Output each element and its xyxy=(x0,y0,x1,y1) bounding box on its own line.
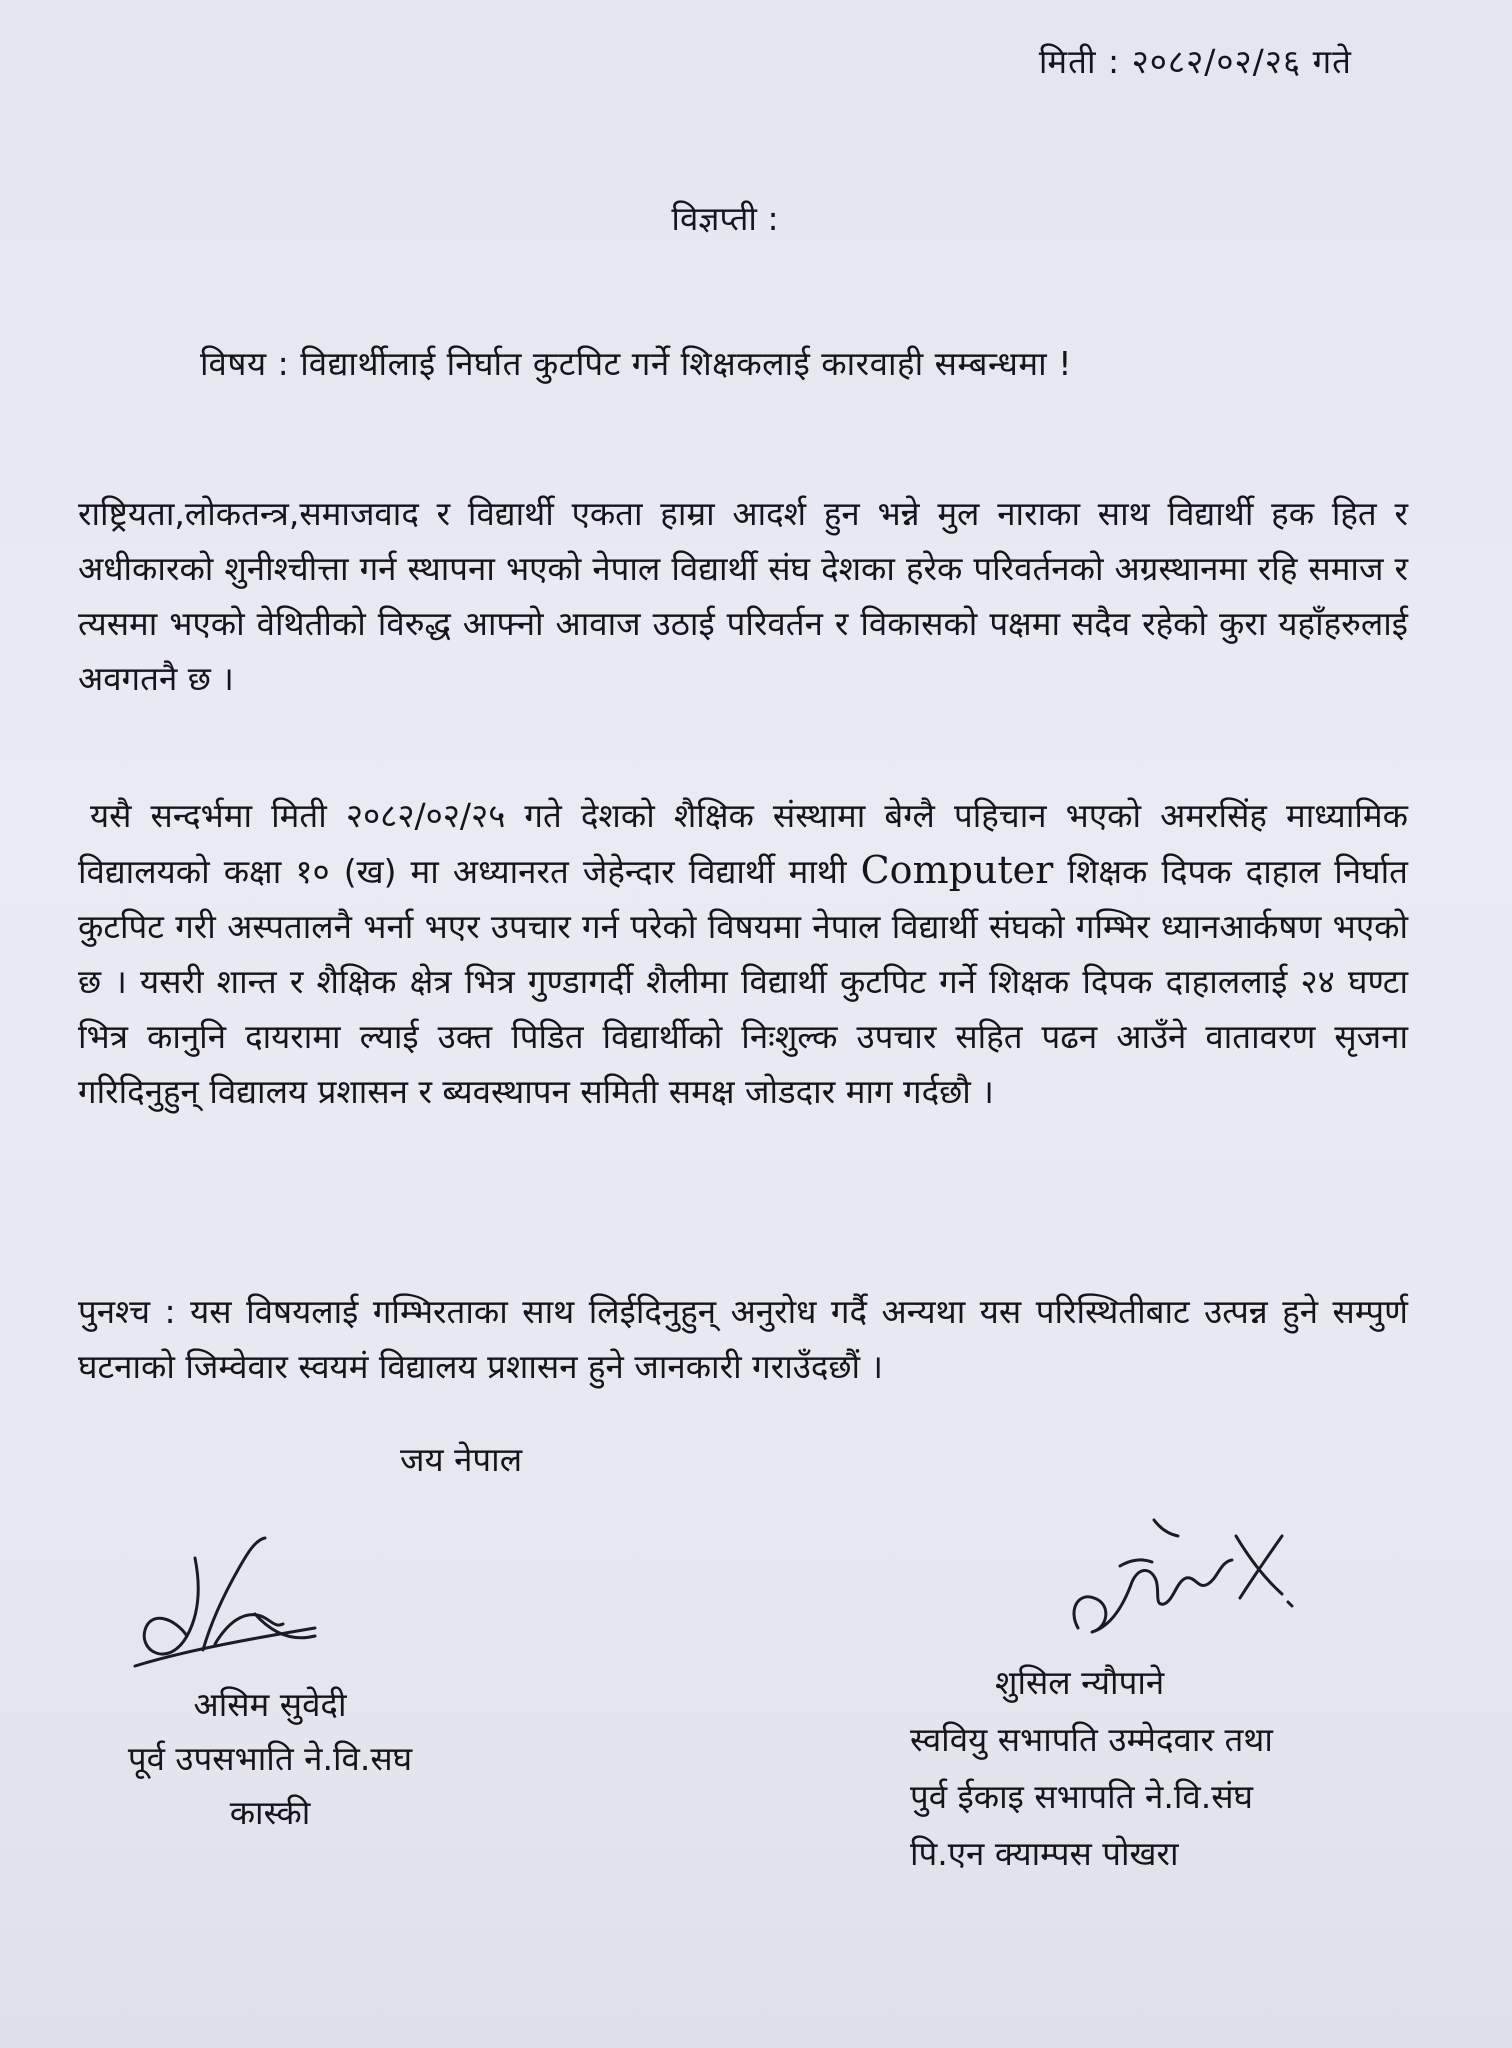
body-paragraph-1: राष्ट्रियता,लोकतन्त्र,समाजवाद र विद्यार्थी एकता हाम्रा आदर्श हुन भन्ने मुल नाराका साथ विद्यार्थी हक हित र अधीकारको शुनीश्चीत्ता गर्न स्थापना भएको नेपाल विद्यार्थी संघ देशका हरेक परिवर्तनको अग्रस्थानमा रहि समाज र त्यसमा भएको वेथितीको विरुद्ध आफ्नो आवाज उठाई परिवर्तन र विकासको पक्षमा सदैव रहेको कुरा यहाँहरुलाई अवगतनै छ । xyxy=(78,494,1408,698)
left-signatory-location: कास्की xyxy=(229,1793,311,1832)
notice-title: विज्ञप्ती : xyxy=(671,199,779,238)
left-signatory-block xyxy=(40,1678,500,1840)
closing-salutation: जय नेपाल xyxy=(400,1440,523,1479)
subject-line: विषय : विद्यार्थीलाई निर्घात कुटपिट गर्ने शिक्षकलाई कारवाही सम्बन्धमा ! xyxy=(200,344,1072,383)
postscript-paragraph: पुनश्च : यस विषयलाई गम्भिरताका साथ लिईदिनुहुन् अनुरोध गर्दै अन्यथा यस परिस्थितीबाट उत्पन्न हुने सम्पुर्ण घटनाको जिम्वेवार स्वयमं विद्यालय प्रशासन हुने जानकारी गराउँदछौं । xyxy=(78,1292,1408,1386)
right-signatory-title-2: पुर्व ईकाइ सभापति ने.वि.संघ xyxy=(910,1777,1254,1816)
paragraph-2-text-start: यसै सन्दर्भमा मिती २०८२/०२/२५ गते देशको शैक्षिक संस्थामा बेग्लै पहिचान भएको अमरसिंह माध्यामिक विद्यालयको कक्षा १० (ख) मा अध्यानरत जेहेन्दार विद्यार्थी माथी xyxy=(78,796,1408,891)
right-signatory-title-3: पि.एन क्याम्पस पोखरा xyxy=(910,1834,1179,1873)
right-signatory-name: शुसिल न्यौपाने xyxy=(995,1663,1165,1702)
paragraph-2-latin-word: Computer xyxy=(860,848,1054,892)
right-signature-image xyxy=(1060,1506,1320,1656)
letter-date: मिती : २०८२/०२/२६ गते xyxy=(1038,42,1352,81)
right-signatory-title-1: स्ववियु सभापति उम्मेदवार तथा xyxy=(910,1720,1273,1759)
paragraph-2-text-end: शिक्षक दिपक दाहाल निर्घात कुटपिट गरी अस्पतालनै भर्ना भएर उपचार गर्न परेको विषयमा नेपाल विद्यार्थी संघको गम्भिर ध्यानआर्कषण भएको छ । यसरी शान्त र शैक्षिक क्षेत्र भित्र गुण्डागर्दी शैलीमा विद्यार्थी कुटपिट गर्ने शिक्षक दिपक दाहाललाई २४ घण्टा भित्र कानुनि दायरामा ल्याई उक्त पिडित विद्यार्थीको निःशुल्क उपचार सहित पढन आउँने वातावरण सृजना गरिदिनुहुन् विद्यालय प्रशासन र ब्यवस्थापन समिती समक्ष जोडदार माग गर्दछौ । xyxy=(78,852,1408,1111)
left-signatory-name: असिम सुवेदी xyxy=(193,1685,347,1724)
left-signatory-title: पूर्व उपसभाति ने.वि.सघ xyxy=(127,1739,413,1778)
right-signatory-block xyxy=(910,1654,1430,1882)
left-signature-image xyxy=(115,1518,335,1678)
body-paragraph-2 xyxy=(78,788,1408,1119)
